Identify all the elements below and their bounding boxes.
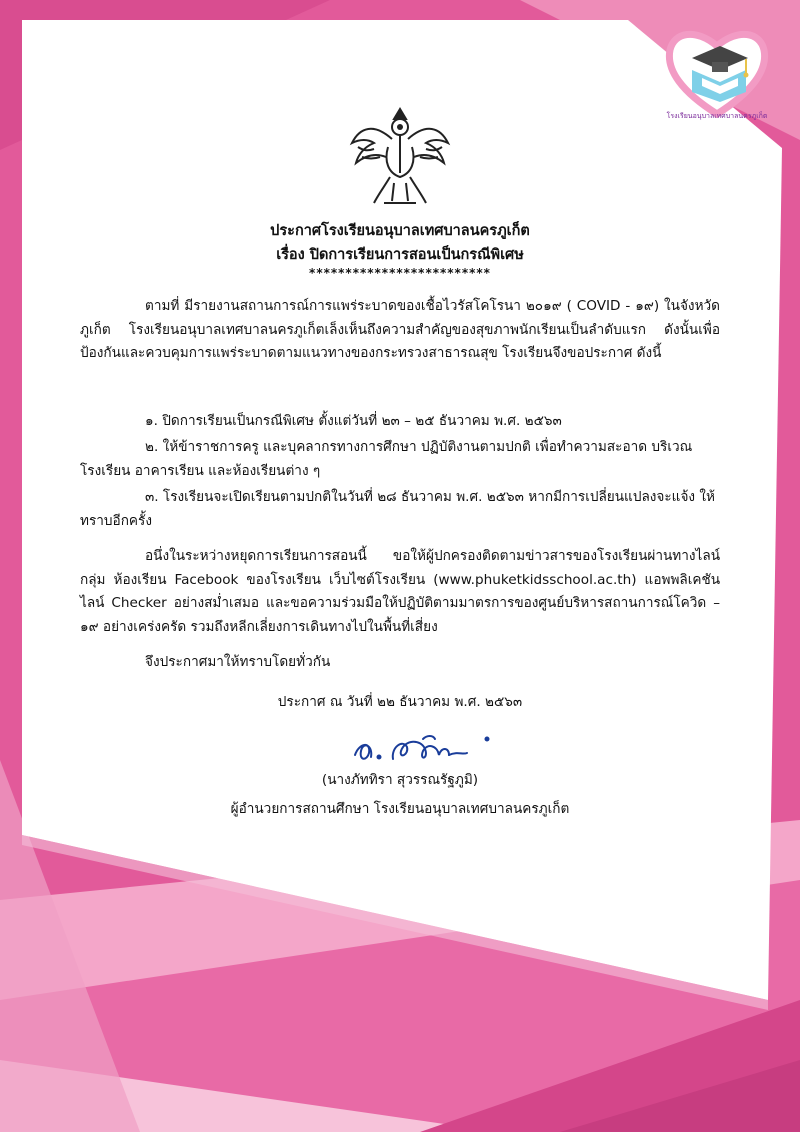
paragraph-notice: อนึ่งในระหว่างหยุดการเรียนการสอนนี้ ขอให้ผู้ปกครองติดตามข่าวสารของโรงเรียนผ่านทางไลน์กลุ่ม ห้องเรียน Facebook ของโรงเรียน เว็บไซต์โรงเรียน (www.phuketkidsschool.ac.th) แอพพลิเคชันไลน์ Checker อย่างสม่ำเสมอ และขอความร่วมมือให้ปฏิบัติตามมาตรการของศูนย์บริหารสถานการณ์โควิด – ๑๙ อย่างเคร่งครัด รวมถึงหลีกเลี่ยงการเดินทางไปในพื้นที่เสี่ยง — [80, 548, 720, 635]
signer-position: ผู้อำนวยการสถานศึกษา โรงเรียนอนุบาลเทศบาลนครภูเก็ต — [230, 801, 570, 817]
signer-name: (นางภัททิรา สุวรรณรัฐภูมิ) — [321, 772, 479, 788]
list-item-2: ๒. ให้ข้าราชการครู และบุคลากรทางการศึกษา ปฏิบัติงานตามปกติ เพื่อทำความสะอาด บริเวณโรงเรียน อาคารเรียน และห้องเรียนต่าง ๆ — [80, 439, 693, 479]
school-logo-text: โรงเรียนอนุบาลเทศบาลนครภูเก็ต — [666, 112, 768, 120]
garuda-emblem-icon — [344, 103, 456, 213]
paragraph-closing: จึงประกาศมาให้ทราบโดยทั่วกัน — [145, 654, 331, 670]
announcement-subject: เรื่อง ปิดการเรียนการสอนเป็นกรณีพิเศษ — [276, 247, 524, 263]
list-item-3: ๓. โรงเรียนจะเปิดเรียนตามปกติในวันที่ ๒๘ ธันวาคม พ.ศ. ๒๕๖๓ หากมีการเปลี่ยนแปลงจะแจ้ง ให้ทราบอีกครั้ง — [80, 489, 715, 529]
paragraph-intro: ตามที่ มีรายงานสถานการณ์การแพร่ระบาดของเชื้อไวรัสโคโรนา ๒๐๑๙ ( COVID - ๑๙) ในจังหวัดภูเก็ต โรงเรียนอนุบาลเทศบาลนครภูเก็ตเล็งเห็นถึงความสำคัญของสุขภาพนักเรียนเป็นลำดับแรก ดังนั้นเพื่อป้องกันและควบคุมการแพร่ระบาดตามแนวทางของกระทรวงสาธารณสุข โรงเรียนจึงขอประกาศ ดังนี้ — [80, 298, 720, 361]
announcement-date: ประกาศ ณ วันที่ ๒๒ ธันวาคม พ.ศ. ๒๕๖๓ — [277, 694, 523, 710]
school-logo — [662, 22, 772, 122]
header-divider-stars: ************************* — [309, 266, 491, 280]
announcement-title: ประกาศโรงเรียนอนุบาลเทศบาลนครภูเก็ต — [270, 223, 530, 239]
list-item-1: ๑. ปิดการเรียนเป็นกรณีพิเศษ ตั้งแต่วันที่ ๒๓ – ๒๕ ธันวาคม พ.ศ. ๒๕๖๓ — [145, 413, 562, 429]
